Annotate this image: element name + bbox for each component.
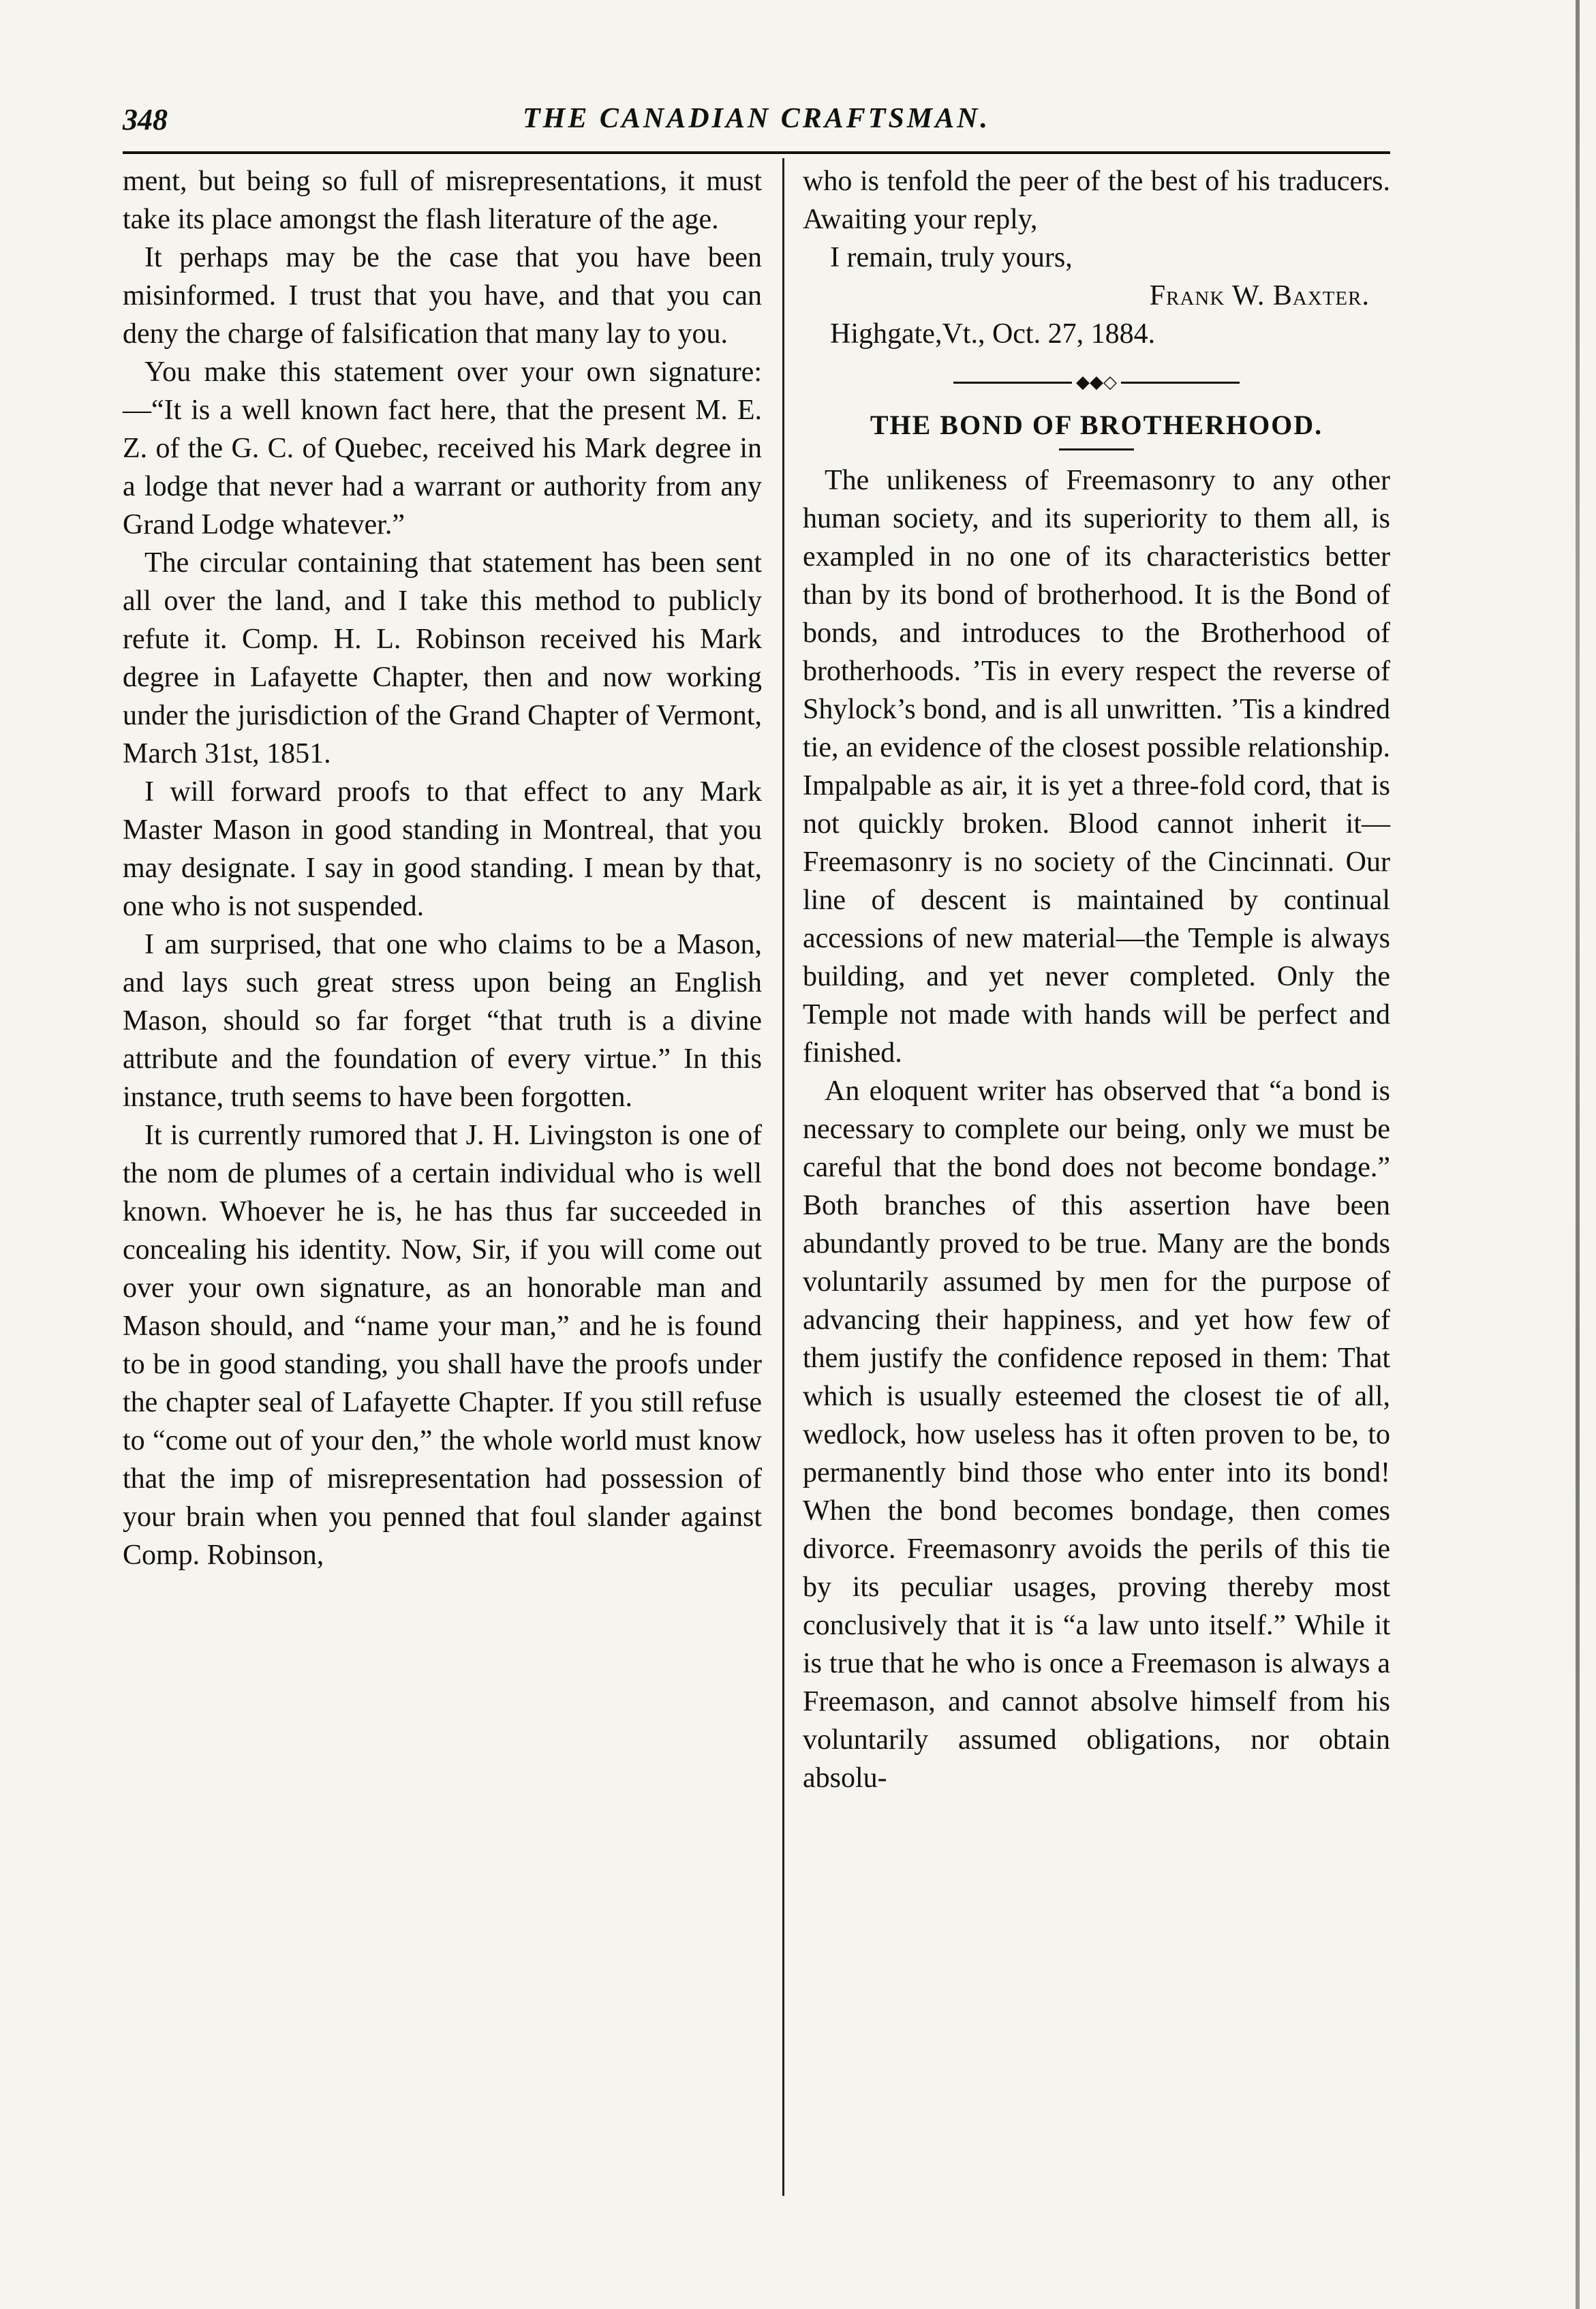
paragraph: I will forward proofs to that effect to any Mark Master Mason in good standing in Montreal, that you may designate. I say in good standing. I mean by that, one who is not suspended. [123,776,762,922]
paragraph: An eloquent writer has observed that “a bond is necessary to complete our being, only we must be careful that the bond does not become bondage.” Both branches of this assertion have been abundantly proved to be true. Many are the bonds voluntarily assumed by men for the purpose of advancing their happiness, and yet how few of them justify the confidence reposed in them: That which is usually esteemed the closest tie of all, wedlock, how useless has it often proven to be, to permanently bind those who enter into its bond! When the bond becomes bondage, then comes divorce. Freemasonry avoids the perils of this tie by its peculiar usages, proving thereby most conclusively that it is “a law unto itself.” While it is true that he who is once a Freemason is always a Freemason, and cannot absolve himself from his voluntarily assumed obligations, nor obtain absolu- [803,1075,1390,1794]
heading-rule [1059,448,1134,450]
section-heading: THE BOND OF BROTHERHOOD. [870,410,1323,440]
page-number: 348 [123,103,168,136]
page-header [123,102,1390,150]
page-edge [1576,0,1580,2309]
ornamental-divider [953,372,1240,393]
letter-signature: Frank W. Baxter. [1149,280,1370,311]
right-column [803,162,1390,1797]
paragraph: ment, but being so full of misrepresentations, it must take its place amongst the flash literature of the age. [123,166,762,235]
left-column [123,162,762,1574]
letter-closing: I remain, truly yours, [830,242,1073,273]
divider-ornament: ◆◆◇ [1072,372,1121,393]
letter-place-date: Highgate,Vt., Oct. 27, 1884. [830,318,1156,350]
paragraph: It perhaps may be the case that you have been misinformed. I trust that you have, and that you can deny the charge of falsification that many lay to you. [123,242,762,350]
letter-continuation: who is tenfold the peer of the best of his traducers. Awaiting your reply, [803,166,1390,235]
header-rule [123,151,1390,154]
paragraph: You make this statement over your own signature:—“It is a well known fact here, that the present M. E. Z. of the G. C. of Quebec, received his Mark degree in a lodge that never had a warrant or authority from any Grand Lodge whatever.” [123,356,762,540]
paragraph: The circular containing that statement has been sent all over the land, and I take this method to publicly refute it. Comp. H. L. Robinson received his Mark degree in Lafayette Chapter, then and now working under the jurisdiction of the Grand Chapter of Vermont, March 31st, 1851. [123,547,762,769]
paragraph: It is currently rumored that J. H. Livingston is one of the nom de plumes of a certain individual who is well known. Whoever he is, he has thus far succeeded in concealing his identity. Now, Sir, if you will come out over your own signature, as an honorable man and Mason should, and “name your man,” and he is found to be in good standing, you shall have the proofs under the chapter seal of Lafayette Chapter. If you still refuse to “come out of your den,” the whole world must know that the imp of misrepresentation had possession of your brain when you penned that foul slander against Comp. Robinson, [123,1120,762,1571]
paragraph: I am surprised, that one who claims to be a Mason, and lays such great stress upon being an English Mason, should so far forget “that truth is a divine attribute and the foundation of every virtue.” In this instance, truth seems to have been forgotten. [123,929,762,1113]
column-rule [782,158,784,2196]
running-title: THE CANADIAN CRAFTSMAN. [523,103,990,134]
paragraph: The unlikeness of Freemasonry to any other human society, and its superiority to them all, is exampled in no one of its characteristics better than by its bond of brotherhood. It is the Bond of bonds, and introduces to the Brotherhood of brotherhoods. ’Tis in every respect the reverse of Shylock’s bond, and is all unwritten. ’Tis a kindred tie, an evidence of the closest possible relationship. Impalpable as air, it is yet a three-fold cord, that is not quickly broken. Blood cannot inherit it—Freemasonry is no society of the Cincinnati. Our line of descent is maintained by continual accessions of new material—the Temple is always building, and yet never completed. Only the Temple not made with hands will be perfect and finished. [803,465,1390,1069]
